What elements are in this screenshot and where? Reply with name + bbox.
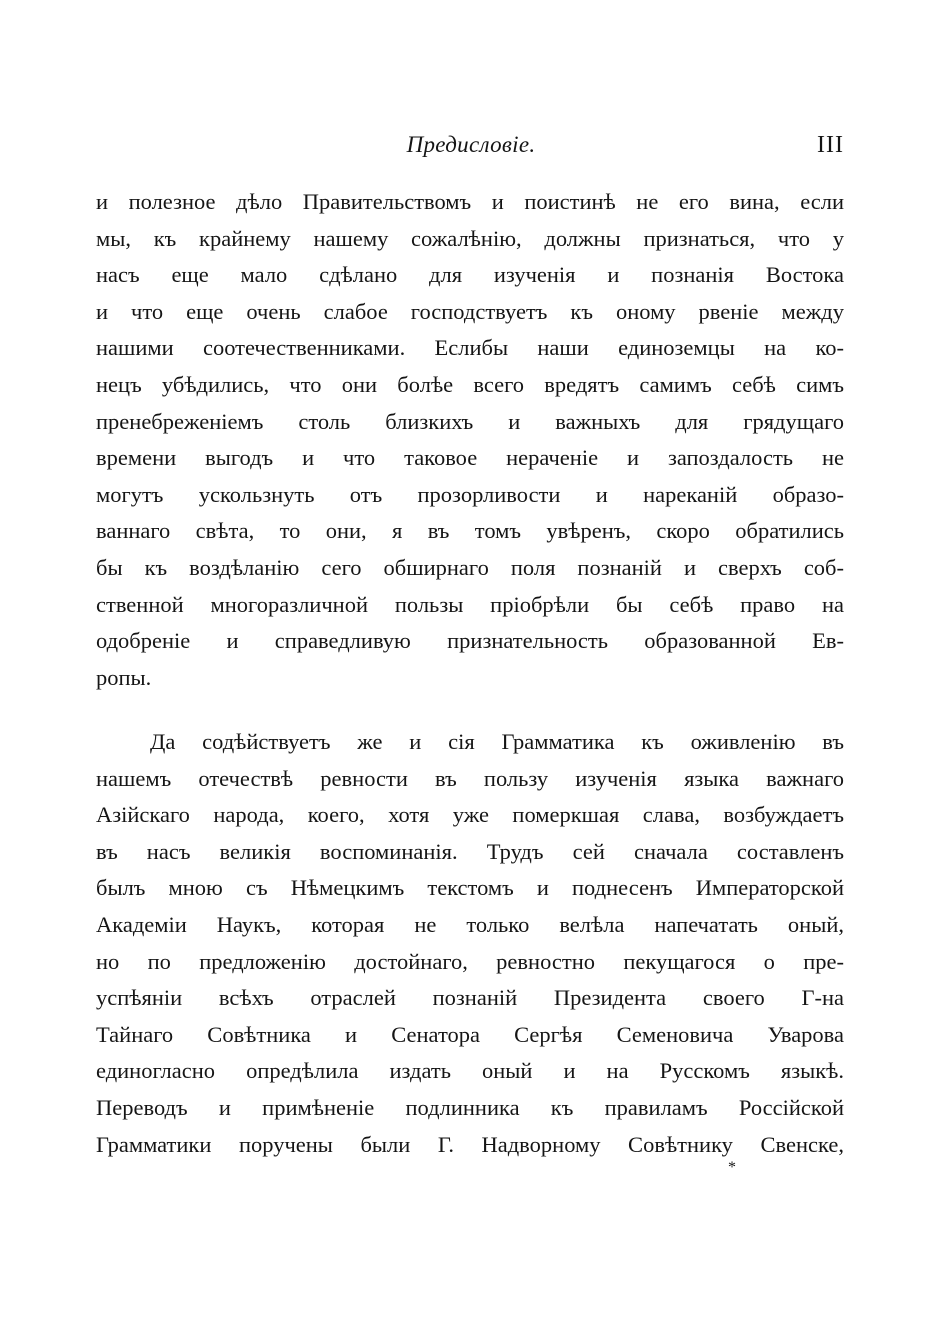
text-line: насъ еще мало сдѣлано для изученія и познанія Востока — [96, 262, 844, 288]
paragraph-2 — [96, 724, 844, 1163]
text-line: успѣяніи всѣхъ отраслей познаній Президента своего Г-на — [96, 985, 844, 1011]
text-line: Грамматики поручены были Г. Надворному Совѣтнику Свенске, — [96, 1131, 844, 1157]
text-line: единогласно опредѣлила издать оный и на Русскомъ языкѣ. — [96, 1058, 844, 1084]
text-line: Переводъ и примѣненіе подлинника къ правиламъ Россійской — [96, 1094, 844, 1120]
text-line: Тайнаго Совѣтника и Сенатора Сергѣя Семеновича Уварова — [96, 1021, 844, 1047]
text-line: нецъ убѣдились, что они болѣе всего вредятъ самимъ себѣ симъ — [96, 371, 844, 397]
text-line: Азійскаго народа, коего, хотя уже померкшая слава, возбуждаетъ — [96, 802, 844, 828]
text-line: нашими соотечественниками. Еслибы наши единоземцы на ко- — [96, 335, 844, 361]
text-line: и что еще очень слабое господствуетъ къ оному рвеніе между — [96, 298, 844, 324]
paragraph-1 — [96, 184, 844, 696]
text-line: Академіи Наукъ, которая не только велѣла напечатать оный, — [96, 911, 844, 937]
text-line: пренебреженіемъ столь близкихъ и важныхъ для грядущаго — [96, 408, 844, 434]
text-line: нашемъ отечествѣ ревности въ пользу изученія языка важнаго — [96, 765, 844, 791]
text-line: ваннаго свѣта, то они, я въ томъ увѣренъ, скоро обратились — [96, 518, 844, 544]
text-line: былъ мною съ Нѣмецкимъ текстомъ и поднесенъ Императорской — [96, 875, 844, 901]
running-title: Предисловіе. — [406, 132, 536, 157]
page-number: III — [817, 132, 844, 158]
text-line: мы, къ крайнему нашему сожалѣнію, должны признаться, что у — [96, 225, 844, 251]
signature-mark: * — [728, 1159, 736, 1176]
text-line: одобреніе и справедливую признательность образованной Ев- — [96, 628, 844, 654]
text-line: ственной многоразличной пользы пріобрѣли бы себѣ право на — [96, 591, 844, 617]
text-line: бы къ воздѣланію сего обширнаго поля познаній и сверхъ соб- — [96, 554, 844, 580]
text-line: но по предложенію достойнаго, ревностно пекущагося о пре- — [96, 948, 844, 974]
text-line: ропы. — [96, 664, 152, 690]
text-line: Да содѣйствуетъ же и сія Грамматика къ оживленію въ — [150, 729, 844, 754]
text-line: и полезное дѣло Правительствомъ и поистинѣ не его вина, если — [96, 189, 844, 214]
text-line: времени выгодъ и что таковое нераченіе и запоздалость не — [96, 445, 844, 471]
text-line: въ насъ великія воспоминанія. Трудъ сей сначала составленъ — [96, 838, 844, 864]
text-line: могутъ ускользнуть отъ прозорливости и нареканій образо- — [96, 481, 844, 507]
running-header — [96, 132, 846, 168]
